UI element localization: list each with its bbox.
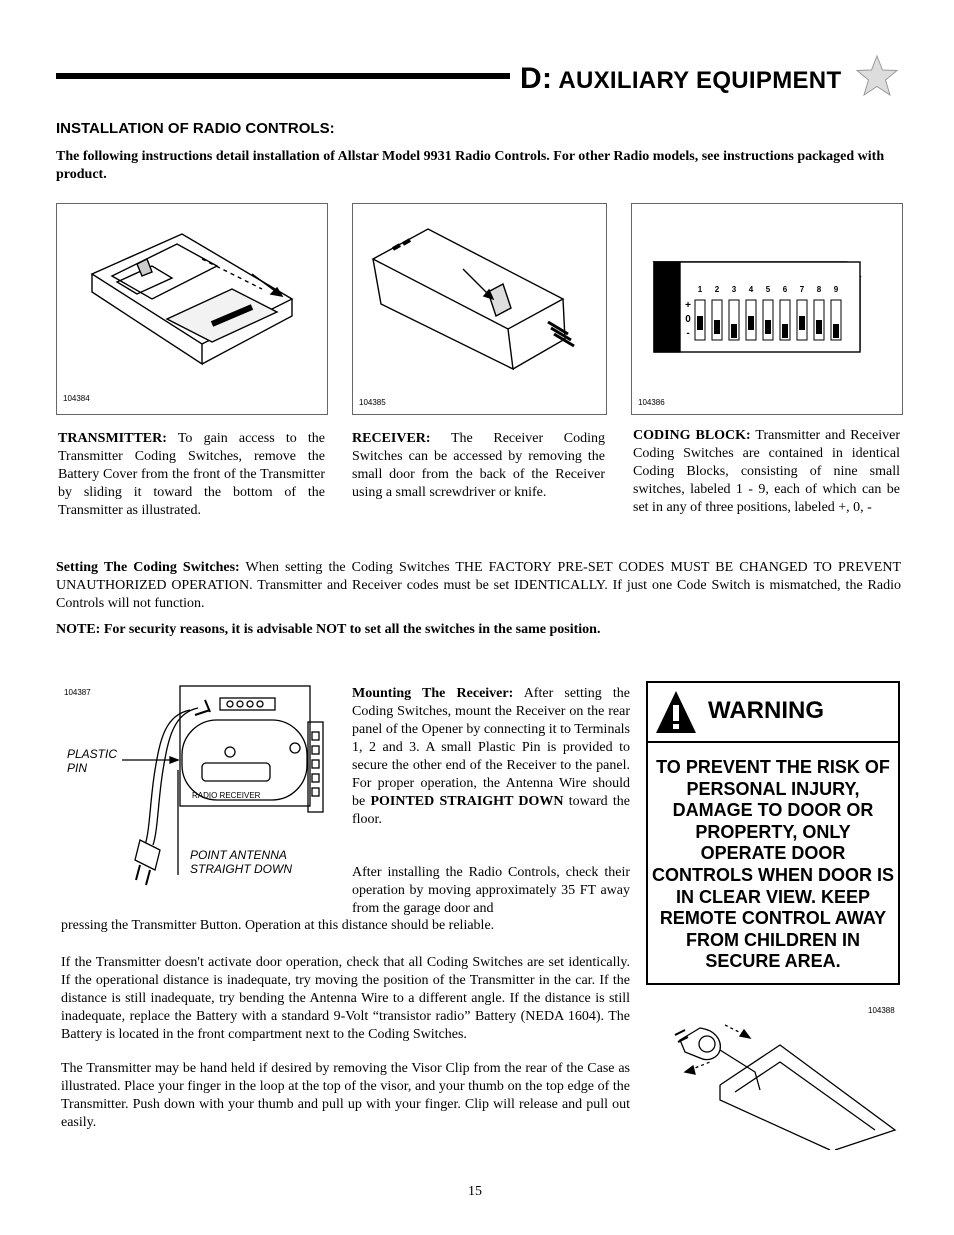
radio-receiver-label: RADIO RECEIVER — [192, 791, 261, 800]
section-title-text: AUXILIARY EQUIPMENT — [558, 67, 842, 94]
receiver-text: The Receiver Coding Switches can be accessed by removing the small door from the back of the Receiver using a small screwdriver or knife. — [352, 431, 605, 500]
figure-number: 104385 — [359, 398, 386, 407]
setting-paragraph — [56, 559, 901, 613]
coding-switch-label: 6 — [782, 285, 788, 294]
coding-switch-label: 9 — [833, 285, 839, 294]
coding-switch-knob — [833, 324, 839, 338]
coding-switch-knob — [748, 316, 754, 330]
mounting-text-1a: After setting the Coding Switches, mount the Receiver on the rear panel of the Opener by connecting it to Terminals 1, 2 and 3. A small Plastic Pin is provided to secure the other end of the Receiver to the panel. For proper operation, the Antenna Wire should be — [352, 686, 630, 809]
mounting-paragraph — [352, 685, 630, 829]
warning-header — [648, 683, 898, 743]
check-operation-continued: pressing the Transmitter Button. Operation at this distance should be reliable. — [61, 918, 495, 933]
mounting-text-1c: toward the floor. — [352, 794, 631, 827]
coding-switch-knob — [731, 324, 737, 338]
receiver-description — [352, 430, 605, 502]
coding-switch-label: 1 — [697, 285, 703, 294]
transmitter-text: To gain access to the Transmitter Coding Switches, remove the Battery Cover from the front of the Transmitter by sliding it toward the bottom of the Transmitter as illustrated. — [58, 431, 325, 518]
setting-text: When setting the Coding Switches THE FACTORY PRE-SET CODES MUST BE CHANGED TO PREVENT UNAUTHORIZED OPERATION. Transmitter and Receiver codes must be set IDENTICALLY. If just one Code Switch is mismatched, the Radio Controls will not function. — [56, 560, 901, 611]
transmitter-description — [58, 430, 325, 520]
warning-box — [646, 681, 900, 985]
coding-switch-knob — [697, 316, 703, 330]
section-letter: D: — [520, 62, 553, 95]
visor-clip-paragraph: The Transmitter may be hand held if desired by removing the Visor Clip from the rear of the Case as illustrated. Place your finger in the loop at the top of the visor, and your thumb on the top edge of the Transmitter. Push down with your thumb and pull up with your finger. Clip will release and pull out easily. — [61, 1061, 630, 1130]
coding-switch-knob — [765, 320, 771, 334]
coding-title: CODING BLOCK: — [633, 428, 751, 443]
coding-switch-label: 3 — [731, 285, 737, 294]
receiver-title: RECEIVER: — [352, 431, 431, 446]
mounting-title: Mounting The Receiver: — [352, 686, 514, 701]
coding-position-label: - — [686, 328, 690, 339]
coding-position-label: + — [685, 300, 691, 311]
transmitter-figure — [56, 203, 328, 415]
transmitter-title: TRANSMITTER: — [58, 431, 167, 446]
installation-intro: The following instructions detail installation of Allstar Model 9931 Radio Controls. For other Radio models, see instructions packaged with product. — [56, 149, 885, 182]
receiver-illustration — [353, 204, 606, 394]
coding-switch-label: 5 — [765, 285, 771, 294]
setting-title: Setting The Coding Switches: — [56, 560, 240, 575]
figure-number: 104386 — [638, 398, 665, 407]
figure-number: 104387 — [64, 688, 91, 697]
coding-switch-label: 8 — [816, 285, 822, 294]
warning-heading: WARNING — [708, 697, 824, 724]
coding-switch-knob — [714, 320, 720, 334]
star-icon — [855, 54, 899, 98]
section-title — [520, 62, 841, 96]
security-note: NOTE: For security reasons, it is advisable NOT to set all the switches in the same position. — [56, 622, 601, 637]
visor-clip-figure — [660, 1000, 900, 1150]
mounting-text-1b: POINTED STRAIGHT DOWN — [370, 794, 564, 809]
header-rule — [56, 73, 510, 79]
coding-switch-label: 4 — [748, 285, 754, 294]
coding-switch-label: 2 — [714, 285, 720, 294]
coding-position-label: 0 — [685, 314, 691, 325]
coding-switch-label: 7 — [799, 285, 805, 294]
figure-number: 104384 — [63, 394, 90, 403]
warning-text: TO PREVENT THE RISK OF PERSONAL INJURY, DAMAGE TO DOOR OR PROPERTY, ONLY OPERATE DOOR CONTROLS WHEN DOOR IS IN CLEAR VIEW. KEEP REMOTE CONTROL AWAY FROM CHILDREN IN SECURE AREA. — [652, 757, 894, 972]
coding-switch-knob — [782, 324, 788, 338]
coding-switch-knob — [799, 316, 805, 330]
transmitter-illustration — [57, 204, 327, 394]
warning-icon — [654, 689, 698, 735]
page-number: 15 — [468, 1184, 482, 1199]
coding-block-figure — [631, 203, 903, 415]
coding-block-illustration — [632, 204, 902, 394]
installation-heading: INSTALLATION OF RADIO CONTROLS: — [56, 120, 335, 137]
troubleshooting-paragraph: If the Transmitter doesn't activate door operation, check that all Coding Switches are set identically. If the operational distance is inadequate, try moving the position of the Transmitter in the car. If the distance is still inadequate, try bending the Antenna Wire to a different angle. If the distance is still inadequate, replace the Battery with a standard 9-Volt “transistor radio” Battery (NEDA 1604). The Battery is located in the front compartment next to the Coding Switches. — [61, 955, 630, 1042]
coding-switch-knob — [816, 320, 822, 334]
antenna-label: POINT ANTENNA STRAIGHT DOWN — [190, 848, 292, 876]
figure-number: 104388 — [868, 1006, 895, 1015]
receiver-figure — [352, 203, 607, 415]
coding-block-description — [633, 427, 900, 517]
mounting-figure — [60, 680, 345, 890]
plastic-pin-label: PLASTIC PIN — [67, 747, 118, 775]
check-operation-paragraph: After installing the Radio Controls, check their operation by moving approximately 35 FT away from the garage door and — [352, 865, 630, 916]
coding-text: Transmitter and Receiver Coding Switches are contained in identical Coding Blocks, consisting of nine small switches, labeled 1 - 9, each of which can be set in any of three positions, labeled +, 0, - — [633, 428, 901, 515]
visor-clip-illustration — [660, 1000, 900, 1150]
